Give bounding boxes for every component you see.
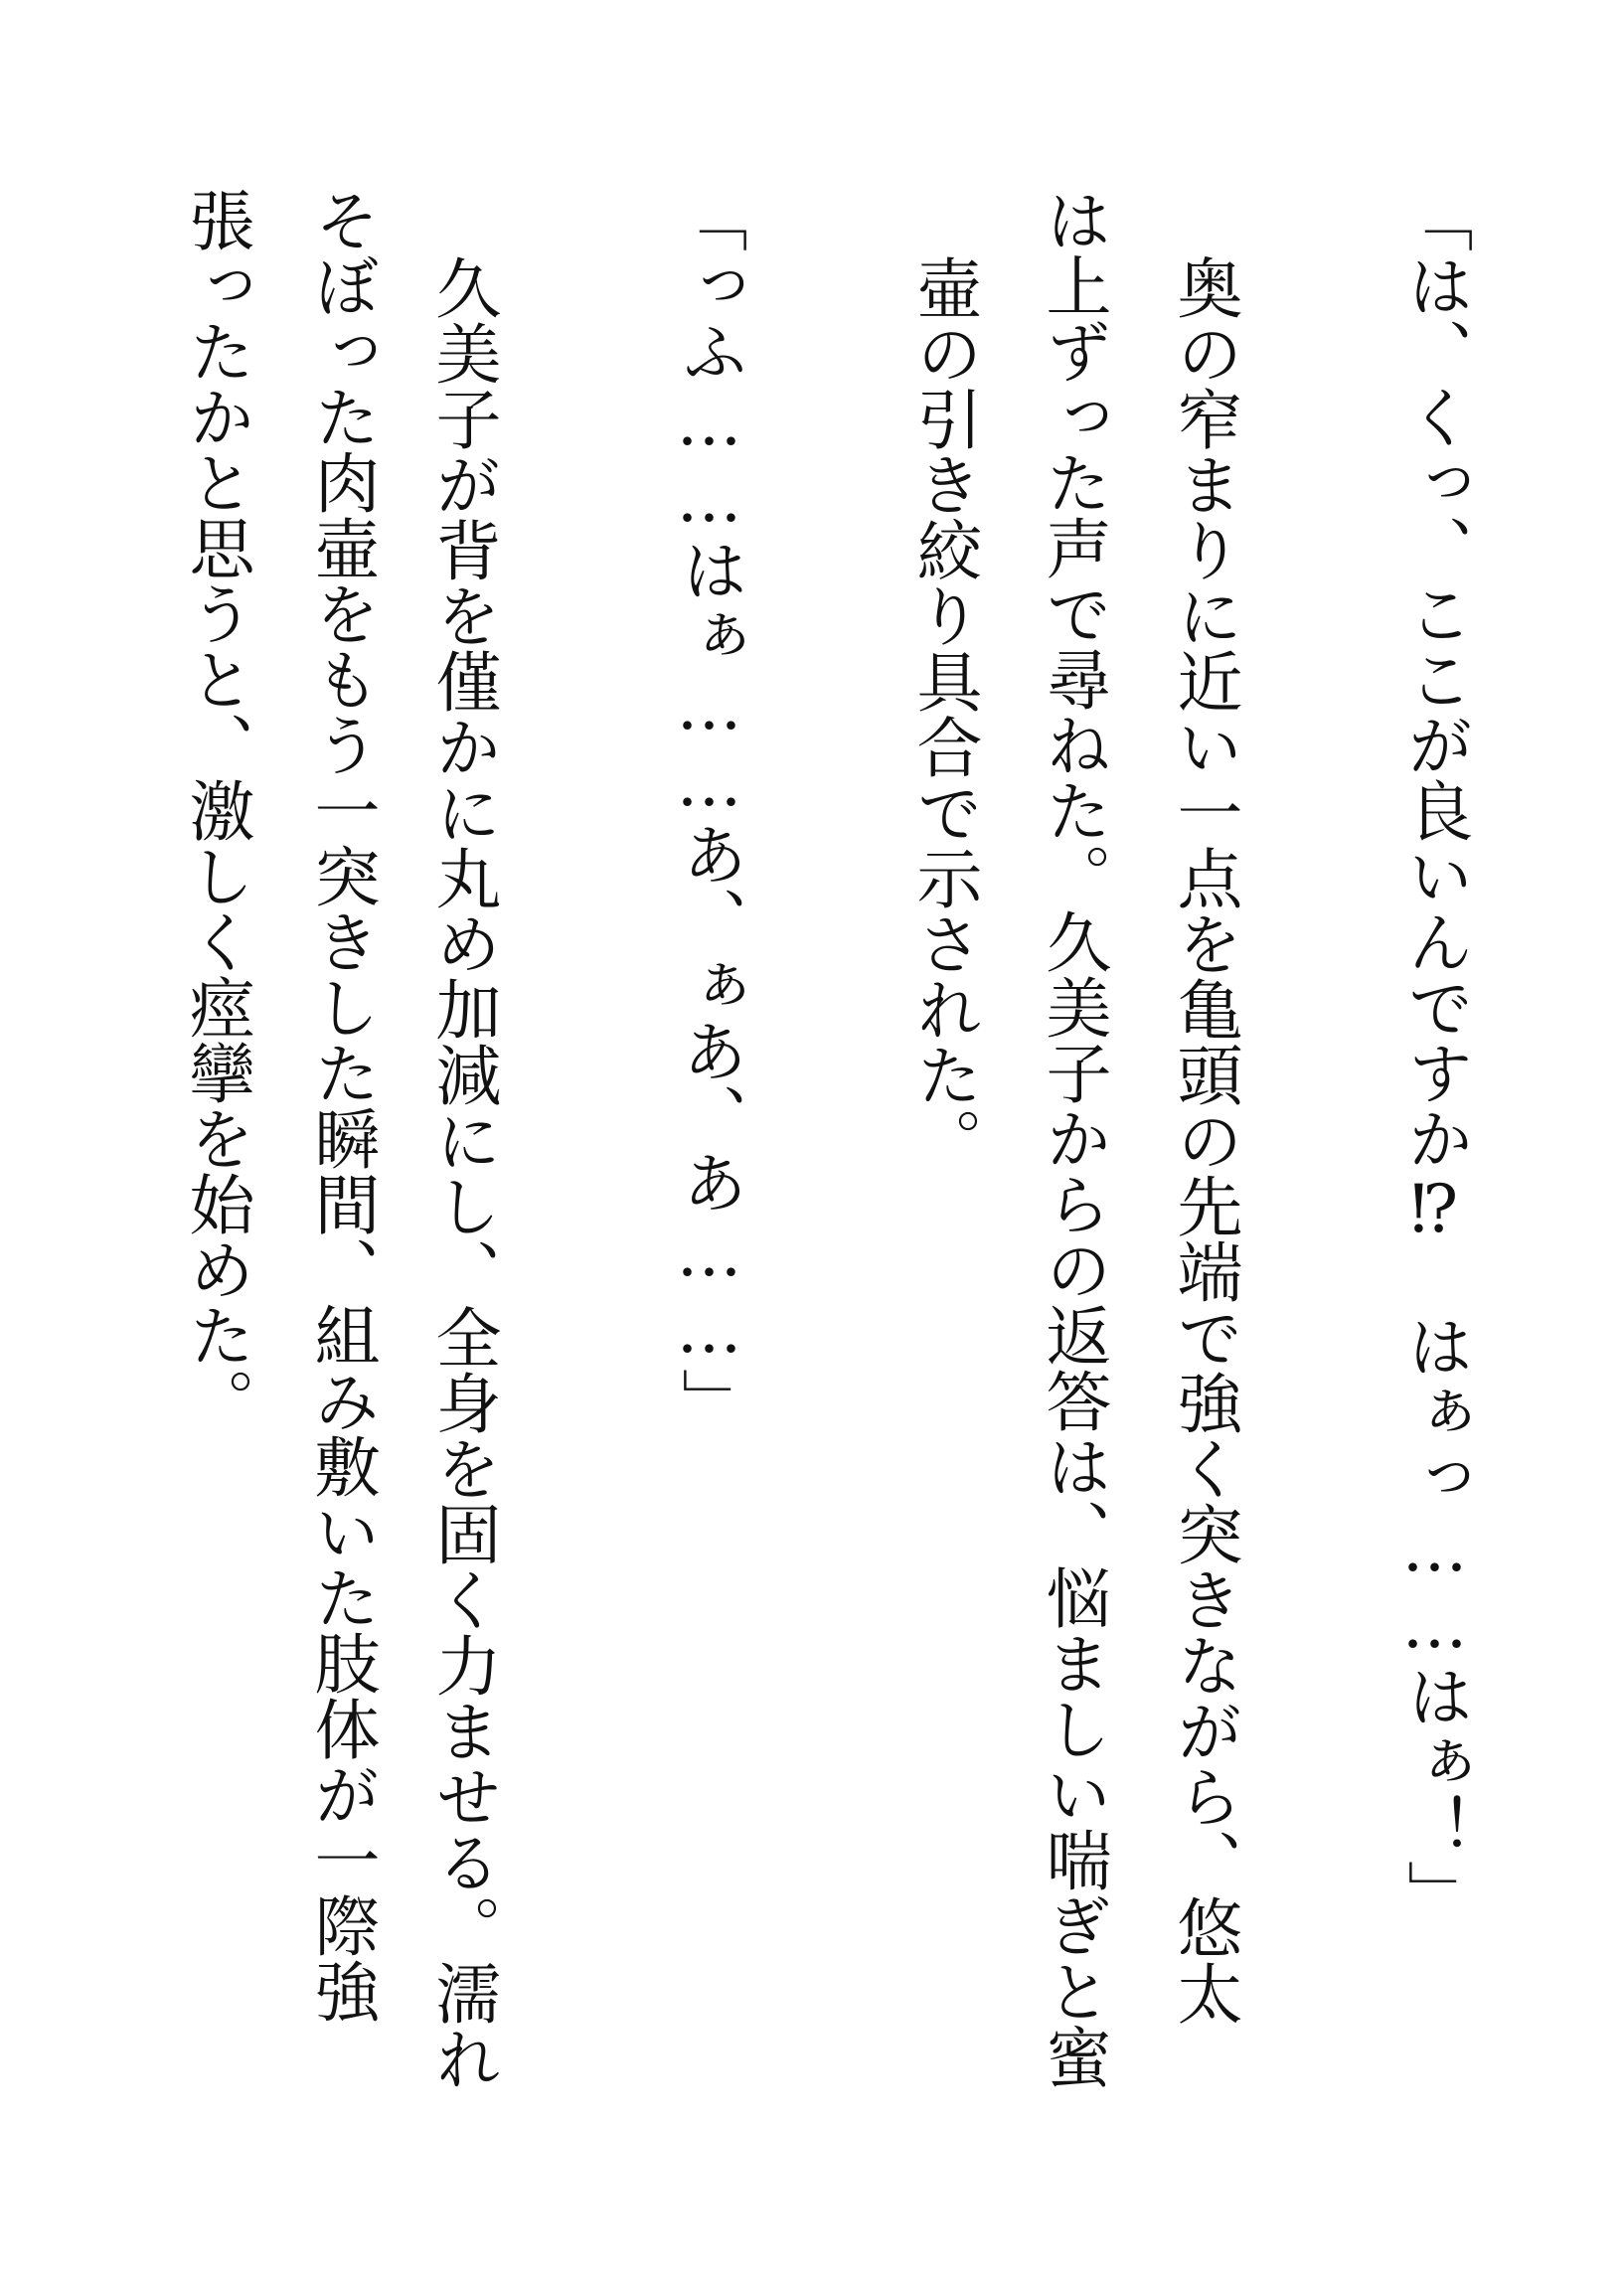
paragraph-line: 久美子が背を僅かに丸め加減にし、全身を固く力ませる。濡れ bbox=[424, 254, 501, 2091]
dialogue-line: 「は、くっ、ここが良いんですか⁉ はぁっ……はぁ！」 bbox=[1396, 187, 1473, 1925]
paragraph-line: そぼった肉壷をもう一突きした瞬間、組み敷いた肢体が一際強 bbox=[303, 187, 380, 2024]
dialogue-line: 「っふ……はぁ……あ、ぁあ、あ……」 bbox=[671, 187, 747, 1433]
paragraph-line: 奥の窄まりに近い一点を亀頭の先端で強く突きながら、悠太 bbox=[1166, 254, 1242, 2026]
paragraph-line: は上ずった声で尋ねた。久美子からの返答は、悩ましい喘ぎと蜜 bbox=[1035, 187, 1111, 2089]
paragraph-line: 壷の引き絞り具合で示された。 bbox=[905, 254, 982, 1173]
paragraph-line: 張ったかと思うと、激しく痙攣を始めた。 bbox=[178, 187, 254, 1433]
